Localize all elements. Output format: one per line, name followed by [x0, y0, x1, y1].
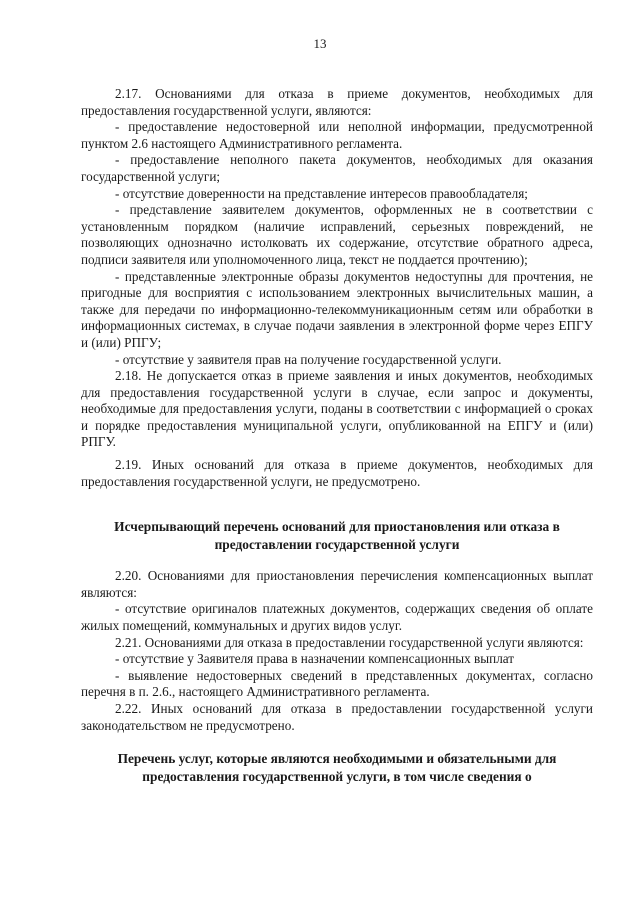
paragraph: 2.20. Основаниями для приостановления перечисления компенсационных выплат являются: [81, 568, 593, 600]
paragraph: 2.17. Основаниями для отказа в приеме документов, необходимых для предоставления государственной услуги, являются: [81, 86, 593, 118]
paragraph: 2.21. Основаниями для отказа в предоставлении государственной услуги являются: [115, 634, 584, 650]
paragraph: - выявление недостоверных сведений в представленных документах, согласно перечня в п. 2.6., настоящего Административного регламента. [81, 667, 593, 700]
paragraph: - предоставление недостоверной или неполной информации, предусмотренной пунктом 2.6 настоящего Административного регламента. [81, 119, 593, 151]
paragraph: 2.22. Иных оснований для отказа в предоставлении государственной услуги законодательством не предусмотрено. [81, 701, 593, 733]
section-heading: Исчерпывающий перечень оснований для приостановления или отказа в предоставлении государственной услуги [114, 519, 560, 553]
paragraph: - отсутствие у Заявителя права в назначении компенсационных выплат [115, 651, 515, 667]
document-body [81, 86, 593, 786]
paragraph: - представление заявителем документов, оформленных не в соответствии с установленным порядком (наличие исправлений, серьезных повреждений, не позволяющих однозначно истолковать их содержание, отсутствие обратного адреса, подписи заявителя или уполномоченного лица, текст не поддается прочтению); [81, 202, 593, 267]
paragraph: - отсутствие доверенности на представление интересов правообладателя; [115, 185, 528, 201]
paragraph: 2.19. Иных оснований для отказа в приеме документов, необходимых для предоставления государственной услуги, не предусмотрено. [81, 457, 593, 489]
paragraph: - отсутствие у заявителя прав на получение государственной услуги. [115, 351, 502, 367]
section-heading: Перечень услуг, которые являются необходимыми и обязательными для предоставления государственной услуги, в том числе сведения о [117, 751, 557, 785]
paragraph: - предоставление неполного пакета документов, необходимых для оказания государственной услуги; [81, 152, 593, 184]
paragraph: 2.18. Не допускается отказ в приеме заявления и иных документов, необходимых для предоставления государственной услуги в случае, если запрос и документы, необходимые для предоставления услуги, поданы в соответствии с информацией о сроках и порядке предоставления муниципальной услуги, опубликованной на ЕПГУ и (или) РПГУ. [81, 368, 593, 450]
paragraph: - представленные электронные образы документов недоступны для прочтения, не пригодные для восприятия с использованием электронных вычислительных машин, а также для передачи по информационно-телекоммуникационным сетям или обработки в информационных системах, в случае подачи заявления в электронной форме через ЕПГУ и (или) РПГУ; [81, 268, 593, 350]
paragraph: - отсутствие оригиналов платежных документов, содержащих сведения об оплате жилых помещений, коммунальных и других видов услуг. [81, 601, 593, 634]
page-number: 13 [313, 36, 327, 51]
